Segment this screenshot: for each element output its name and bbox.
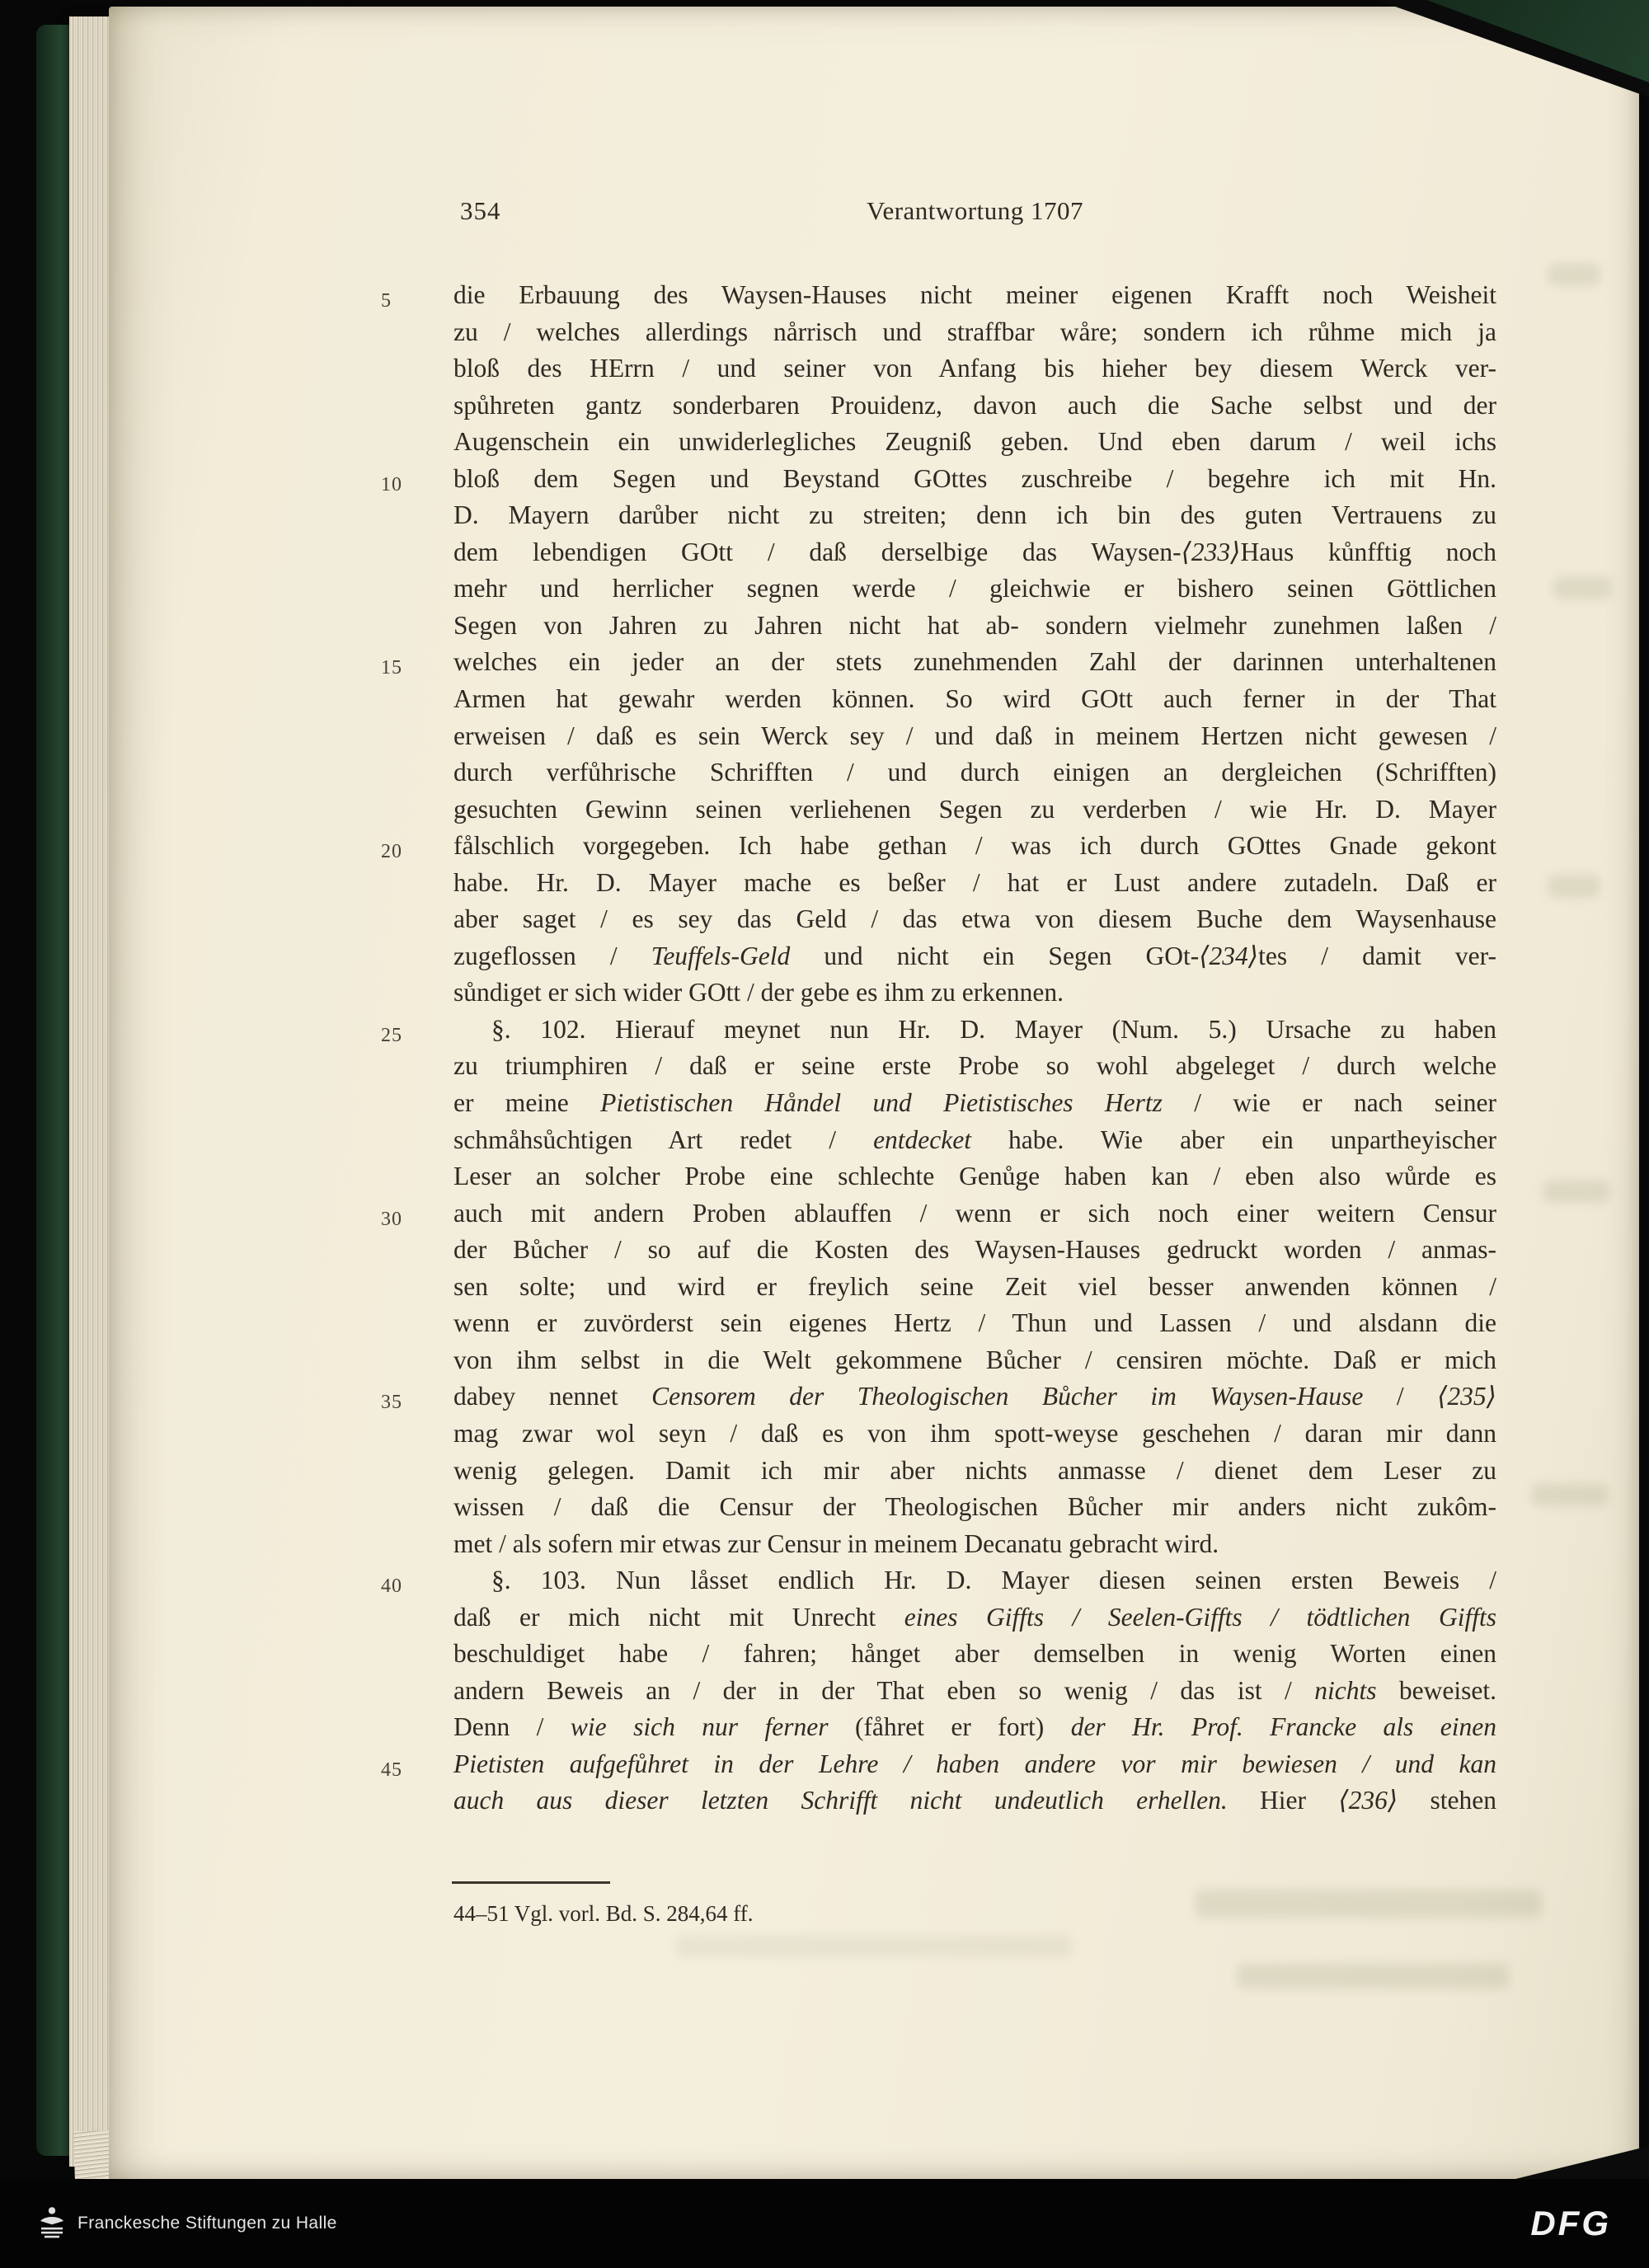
text-line: 15 welches ein jeder an der stets zunehmenden Zahl der darinnen unterhaltenen — [453, 644, 1496, 681]
body-lines — [381, 277, 1497, 1820]
text-line: von ihm selbst in die Welt gekommene Bůcher / censiren möchte. Daß er mich — [453, 1345, 1496, 1374]
show-through-mark — [1196, 1890, 1542, 1918]
text-line: beschuldiget habe / fahren; hånget aber demselben in wenig Worten einen — [453, 1639, 1496, 1669]
line-number: 45 — [381, 1759, 402, 1781]
text-line: andern Beweis an / der in der That eben so wenig / das ist / nichts beweiset. — [453, 1675, 1496, 1705]
show-through-mark — [1532, 1484, 1608, 1505]
footnote-rule — [452, 1881, 610, 1884]
text-line: wissen / daß die Censur der Theologischen Bůcher mir anders nicht zukôm- — [453, 1492, 1496, 1522]
text-line: durch verfůhrische Schrifften / und durch einigen an dergleichen (Schrifften) — [453, 758, 1496, 787]
show-through-mark — [1553, 577, 1611, 599]
line-number: 35 — [381, 1392, 402, 1414]
show-through-mark — [1548, 876, 1600, 897]
text-line: Segen von Jahren zu Jahren nicht hat ab- sondern vielmehr zunehmen laßen / — [453, 610, 1496, 640]
text-line: erweisen / daß es sein Werck sey / und daß in meinem Hertzen nicht gewesen / — [453, 721, 1496, 750]
institution-brand — [38, 2204, 337, 2244]
show-through-mark — [676, 1936, 1072, 1957]
line-number: 10 — [381, 473, 402, 495]
footer-bar — [0, 2179, 1649, 2268]
page-header — [453, 196, 1496, 226]
line-number: 40 — [381, 1575, 402, 1598]
text-line: 25 §. 102. Hierauf meynet nun Hr. D. Mayer (Num. 5.) Ursache zu haben — [453, 1012, 1496, 1049]
line-number: 30 — [381, 1208, 402, 1230]
text-line: Leser an solcher Probe eine schlechte Genůge haben kan / eben also wůrde es — [453, 1162, 1496, 1191]
footnote-text: 44–51 Vgl. vorl. Bd. S. 284,64 ff. — [453, 1901, 754, 1926]
text-line: mehr und herrlicher segnen werde / gleichwie er bishero seinen Göttlichen — [453, 574, 1496, 603]
text-line: der Bůcher / so auf die Kosten des Waysen-Hauses gedruckt worden / anmas- — [453, 1235, 1496, 1265]
text-line: 40 §. 103. Nun låsset endlich Hr. D. Mayer diesen seinen ersten Beweis / — [453, 1562, 1496, 1599]
line-number: 20 — [381, 841, 402, 863]
text-line: sen solte; und wird er freylich seine Zeit viel besser anwenden können / — [453, 1271, 1496, 1301]
text-line: schmåhsůchtigen Art redet / entdecket habe. Wie aber ein unpartheyischer — [453, 1125, 1496, 1154]
text-line: gesuchten Gewinn seinen verliehenen Segen zu verderben / wie Hr. D. Mayer — [453, 794, 1496, 824]
running-head: Verantwortung 1707 — [867, 196, 1083, 225]
text-line: 5 die Erbauung des Waysen-Hauses nicht meiner eigenen Krafft noch Weisheit — [453, 277, 1496, 314]
text-line: met / als sofern mir etwas zur Censur in meinem Decanatu gebracht wird. — [453, 1528, 1219, 1558]
line-number: 5 — [381, 290, 392, 312]
text-line: 35 dabey nennet Censorem der Theologischen Bůcher im Waysen-Hause / ⟨235⟩ — [453, 1378, 1496, 1416]
text-line: 20 fålschlich vorgegeben. Ich habe gethan / was ich durch GOttes Gnade gekont — [453, 828, 1496, 865]
text-line: zu / welches allerdings nårrisch und straffbar wåre; sondern ich růhme mich ja — [453, 317, 1496, 346]
text-line: Armen hat gewahr werden können. So wird GOtt auch ferner in der That — [453, 684, 1496, 714]
text-line: mag zwar wol seyn / daß es von ihm spott-weyse geschehen / daran mir dann — [453, 1418, 1496, 1448]
text-line: 10 bloß dem Segen und Beystand GOttes zuschreibe / begehre ich mit Hn. — [453, 461, 1496, 498]
text-line: wenn er zuvörderst sein eigenes Hertz / Thun und Lassen / und alsdann die — [453, 1308, 1496, 1338]
text-line: dem lebendigen GOtt / daß derselbige das Waysen-⟨233⟩Haus kůnfftig noch — [453, 537, 1496, 566]
text-line: Augenschein ein unwiderlegliches Zeugniß geben. Und eben darum / weil ichs — [453, 427, 1496, 457]
text-line: auch aus dieser letzten Schrifft nicht undeutlich erhellen. Hier ⟨236⟩ stehen — [453, 1786, 1496, 1815]
show-through-mark — [1237, 1964, 1509, 1989]
text-line: 45 Pietisten aufgefůhret in der Lehre / haben andere vor mir bewiesen / und kan — [453, 1746, 1496, 1783]
text-line: bloß des HErrn / und seiner von Anfang bis hieher bey diesem Werck ver- — [453, 354, 1496, 383]
text-line: sůndiget er sich wider GOtt / der gebe es ihm zu erkennen. — [453, 978, 1064, 1007]
text-line: wenig gelegen. Damit ich mir aber nichts anmasse / dienet dem Leser zu — [453, 1455, 1496, 1485]
text-line: habe. Hr. D. Mayer mache es beßer / hat er Lust andere zutadeln. Daß er — [453, 867, 1496, 897]
line-number: 15 — [381, 657, 402, 679]
text-line: zugeflossen / Teuffels-Geld und nicht ein Segen GOt-⟨234⟩tes / damit ver- — [453, 941, 1497, 970]
text-line: Denn / wie sich nur ferner (fåhret er fort) der Hr. Prof. Francke als einen — [453, 1712, 1496, 1742]
franckesche-stiftungen-logo-icon — [38, 2204, 66, 2244]
text-line: er meine Pietistischen Håndel und Pietistisches Hertz / wie er nach seiner — [453, 1088, 1496, 1118]
institution-label: Franckesche Stiftungen zu Halle — [78, 2214, 337, 2233]
text-line: zu triumphiren / daß er seine erste Probe so wohl abgeleget / durch welche — [453, 1051, 1496, 1081]
text-line: spůhreten gantz sonderbaren Prouidenz, davon auch die Sache selbst und der — [453, 390, 1496, 420]
show-through-mark — [1548, 264, 1600, 285]
text-line: aber saget / es sey das Geld / das etwa von diesem Buche dem Waysenhause — [453, 904, 1496, 934]
text-line: daß er mich nicht mit Unrecht eines Giffts / Seelen-Giffts / tödtlichen Giffts — [453, 1602, 1496, 1632]
text-line: 30 auch mit andern Proben ablauffen / wenn er sich noch einer weitern Censur — [453, 1195, 1496, 1233]
page-number: 354 — [460, 196, 501, 225]
show-through-mark — [1543, 1181, 1609, 1202]
text-line: D. Mayern darůber nicht zu streiten; denn ich bin des guten Vertrauens zu — [453, 500, 1496, 530]
dfg-logo: DFG — [1530, 2204, 1611, 2242]
line-number: 25 — [381, 1024, 402, 1046]
